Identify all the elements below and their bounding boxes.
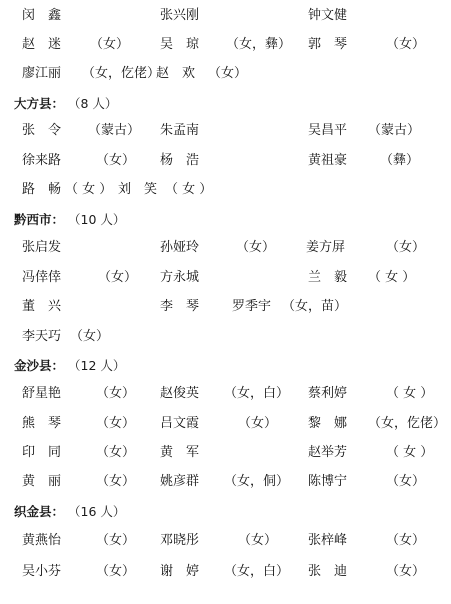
- member-name: 邓晓彤: [160, 533, 200, 548]
- member-note: （女）: [96, 386, 136, 401]
- member-name: 刘 笑: [118, 182, 158, 197]
- roster-line: [0, 443, 451, 463]
- roster-line: [0, 121, 451, 141]
- member-note: （女，仡佬）: [82, 66, 161, 81]
- member-note: （彝）: [380, 153, 420, 168]
- roster-line: [0, 238, 451, 258]
- section-county-name: 黔西市：: [14, 212, 65, 227]
- roster-line: [0, 268, 451, 288]
- member-name: 李 琴: [160, 299, 200, 314]
- member-note: （女）: [96, 153, 136, 168]
- member-name: 郭 琴: [308, 37, 348, 52]
- member-name: 熊 琴: [22, 416, 62, 431]
- member-note: （女）: [96, 533, 136, 548]
- roster-line: [0, 297, 451, 317]
- roster-line: [0, 384, 451, 404]
- roster-line: [0, 35, 451, 55]
- member-name: 吴小芬: [22, 564, 62, 579]
- member-note: （女）: [90, 37, 130, 52]
- member-name: 姚彦群: [160, 474, 200, 489]
- section-county-name: 大方县：: [14, 96, 65, 111]
- member-name: 吴 琼: [160, 37, 200, 52]
- member-note: （女，白）: [224, 386, 290, 401]
- section-heading: [0, 210, 451, 230]
- roster-line: [0, 180, 451, 200]
- member-note: （女，苗）: [282, 299, 348, 314]
- section-member-count: （12 人）: [68, 358, 126, 373]
- member-name: 李天巧: [22, 329, 62, 344]
- member-note: （女）: [238, 416, 278, 431]
- member-name: 张兴刚: [160, 8, 200, 23]
- member-note: （女）: [386, 240, 426, 255]
- member-note: （ 女 ）: [65, 182, 113, 197]
- member-note: （女）: [96, 445, 136, 460]
- member-note: （蒙古）: [88, 123, 141, 138]
- member-note: （女）: [386, 533, 426, 548]
- roster-line: [0, 562, 451, 582]
- member-note: （女）: [96, 474, 136, 489]
- member-name: 张 令: [22, 123, 62, 138]
- roster-line: [0, 531, 451, 551]
- roster-line: [0, 151, 451, 171]
- member-name: 徐来路: [22, 153, 62, 168]
- member-name: 赵举芳: [308, 445, 348, 460]
- member-note: （女）: [238, 533, 278, 548]
- member-note: （ 女 ）: [386, 386, 434, 401]
- member-name: 姜方屏: [306, 240, 346, 255]
- section-heading: [0, 356, 451, 376]
- member-note: （女，彝）: [226, 37, 292, 52]
- member-name: 黄祖豪: [308, 153, 348, 168]
- section-county-name: 金沙县：: [14, 358, 65, 373]
- member-note: （女）: [386, 37, 426, 52]
- section-county-name: 织金县：: [14, 504, 65, 519]
- member-name: 黄 丽: [22, 474, 62, 489]
- member-name: 闵 鑫: [22, 8, 62, 23]
- member-note: （女）: [236, 240, 276, 255]
- member-note: （女）: [386, 474, 426, 489]
- member-name: 黄 军: [160, 445, 200, 460]
- member-note: （ 女 ）: [386, 445, 434, 460]
- member-name: 方永城: [160, 270, 200, 285]
- roster-line: [0, 6, 451, 26]
- member-name: 陈博宁: [308, 474, 348, 489]
- member-name: 印 同: [22, 445, 62, 460]
- member-name: 钟文健: [308, 8, 348, 23]
- roster-line: [0, 64, 451, 84]
- member-name: 罗季宇: [232, 299, 272, 314]
- roster-line: [0, 472, 451, 492]
- member-name: 赵俊英: [160, 386, 200, 401]
- member-name: 谢 婷: [160, 564, 200, 579]
- section-member-count: （8 人）: [68, 96, 118, 111]
- section-member-count: （16 人）: [68, 504, 126, 519]
- section-heading: [0, 502, 451, 522]
- member-note: （女，侗）: [224, 474, 290, 489]
- member-name: 张启发: [22, 240, 62, 255]
- member-name: 蔡利婷: [308, 386, 348, 401]
- member-name: 黄燕怡: [22, 533, 62, 548]
- member-name: 吴昌平: [308, 123, 348, 138]
- member-note: （女）: [70, 329, 110, 344]
- section-member-count: （10 人）: [68, 212, 126, 227]
- member-name: 张 迪: [308, 564, 348, 579]
- member-name: 孙娅玲: [160, 240, 200, 255]
- member-note: （蒙古）: [368, 123, 421, 138]
- member-note: （女）: [96, 564, 136, 579]
- member-name: 赵 欢: [156, 66, 196, 81]
- member-note: （女，白）: [224, 564, 290, 579]
- member-name: 路 畅: [22, 182, 62, 197]
- roster-line: [0, 327, 451, 347]
- member-name: 兰 毅: [308, 270, 348, 285]
- member-note: （ 女 ）: [165, 182, 213, 197]
- member-name: 张梓峰: [308, 533, 348, 548]
- member-name: 董 兴: [22, 299, 62, 314]
- member-note: （女，仡佬）: [368, 416, 447, 431]
- member-note: （女）: [98, 270, 138, 285]
- member-name: 舒星艳: [22, 386, 62, 401]
- member-note: （ 女 ）: [368, 270, 416, 285]
- member-name: 冯倖倖: [22, 270, 62, 285]
- member-name: 杨 浩: [160, 153, 200, 168]
- member-note: （女）: [386, 564, 426, 579]
- member-name: 吕文霞: [160, 416, 200, 431]
- member-name: 廖江丽: [22, 66, 62, 81]
- section-heading: [0, 94, 451, 114]
- member-name: 朱孟南: [160, 123, 200, 138]
- member-name: 赵 迷: [22, 37, 62, 52]
- roster-line: [0, 414, 451, 434]
- member-name: 黎 娜: [308, 416, 348, 431]
- member-note: （女）: [208, 66, 248, 81]
- member-note: （女）: [96, 416, 136, 431]
